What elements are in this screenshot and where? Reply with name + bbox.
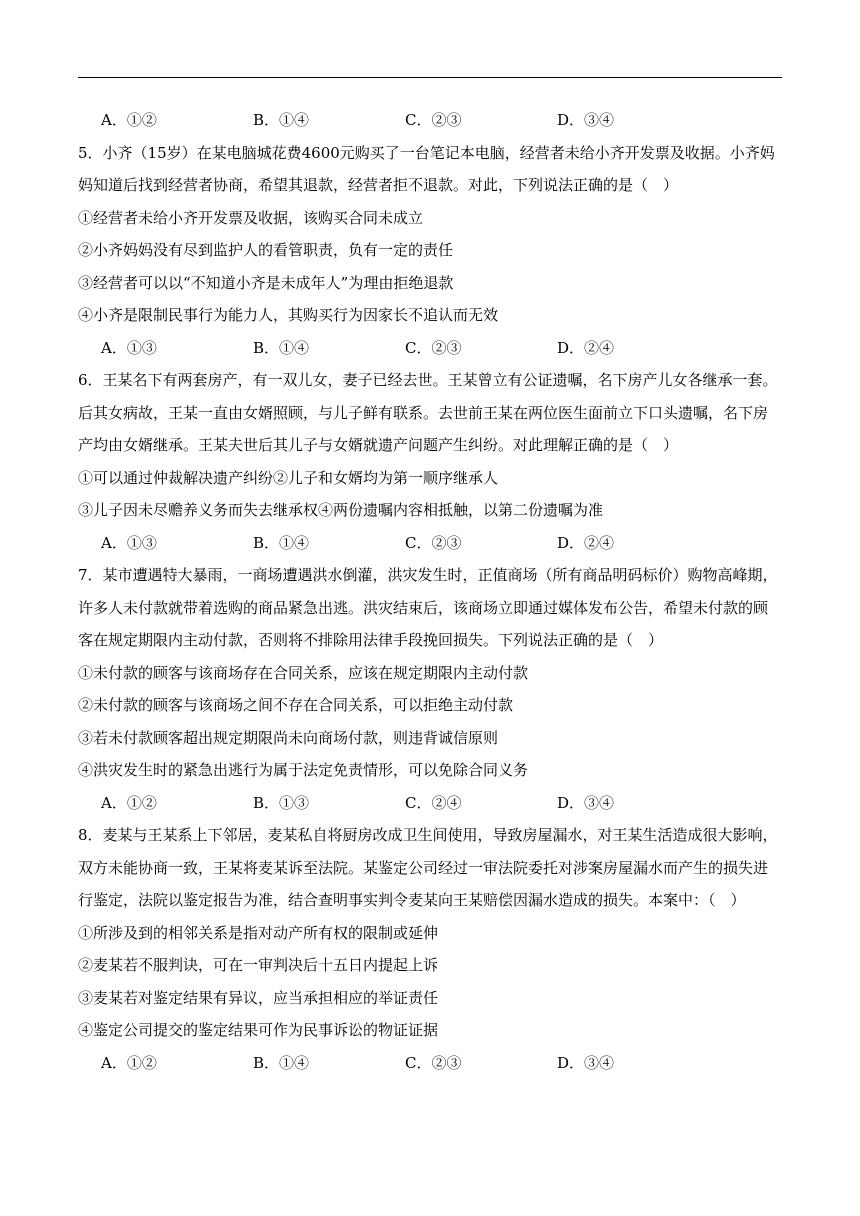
option-a[interactable]: A．①② (101, 111, 157, 129)
answer-options (78, 1047, 782, 1080)
option-d[interactable]: D．③④ (557, 111, 615, 129)
answer-options (78, 787, 782, 820)
statement: ③麦某若对鉴定结果有异议，应当承担相应的举证责任 (78, 988, 439, 1007)
question-stem-line: 双方未能协商一致，王某将麦某诉至法院。某鉴定公司经过一审法院委托对涉案房屋漏水而产生的损失进 (78, 858, 769, 877)
question-stem-line: 许多人未付款就带着选购的商品紧急出逃。洪灾结束后，该商场立即通过媒体发布公告，希望未付款的顾 (78, 598, 769, 617)
option-b[interactable]: B．①③ (253, 793, 310, 812)
statement: ②小齐妈妈没有尽到监护人的看管职责，负有一定的责任 (78, 241, 454, 259)
option-c[interactable]: C．②③ (405, 1053, 462, 1072)
statement: ①经营者未给小齐开发票及收据，该购买合同未成立 (78, 208, 424, 227)
statement: ②未付款的顾客与该商场之间不存在合同关系，可以拒绝主动付款 (78, 696, 514, 714)
header-rule (78, 77, 782, 78)
question-7 (78, 559, 782, 819)
option-a[interactable]: A．①② (101, 1053, 157, 1072)
question-stem-line: 妈知道后找到经营者协商，希望其退款，经营者拒不退款。对此，下列说法正确的是（ ） (78, 176, 679, 194)
option-c[interactable]: C．②③ (405, 111, 462, 129)
statement: ④洪灾发生时的紧急出逃行为属于法定免责情形，可以免除合同义务 (78, 761, 529, 779)
statement: ④小齐是限制民事行为能力人，其购买行为因家长不追认而无效 (78, 306, 499, 324)
option-c[interactable]: C．②③ (405, 533, 462, 552)
question-stem-line: 产均由女婿继承。王某夫世后其儿子与女婿就遗产问题产生纠纷。对此理解正确的是（ ） (78, 436, 679, 454)
statement: ④鉴定公司提交的鉴定结果可作为民事诉讼的物证证据 (78, 1021, 439, 1039)
question-6 (78, 364, 782, 559)
question-stem-line: 5．小齐（15岁）在某电脑城花费4600元购买了一台笔记本电脑，经营者未给小齐开发票及收据。小齐妈 (78, 143, 775, 162)
option-b[interactable]: B．①④ (253, 338, 310, 357)
question-stem-line: 8．麦某与王某系上下邻居，麦某私自将厨房改成卫生间使用，导致房屋漏水，对王某生活造成很大影响， (78, 826, 778, 844)
statement: ①所涉及到的相邻关系是指对动产所有权的限制或延伸 (78, 923, 439, 942)
option-d[interactable]: D．②④ (557, 533, 615, 552)
statement: ③经营者可以以“不知道小齐是未成年人”为理由拒绝退款 (78, 273, 454, 292)
statement: ①可以通过仲裁解决遗产纠纷②儿子和女婿均为第一顺序继承人 (78, 468, 499, 487)
answer-options (78, 332, 782, 365)
statement: ③儿子因未尽赡养义务而失去继承权④两份遗嘱内容相抵触，以第二份遗嘱为准 (78, 501, 604, 519)
question-stem-line: 6．王某名下有两套房产，有一双儿女，妻子已经去世。王某曾立有公证遗嘱，名下房产儿女各继承一套。 (78, 371, 778, 389)
option-d[interactable]: D．②④ (557, 338, 615, 357)
option-b[interactable]: B．①④ (253, 533, 310, 552)
statement: ①未付款的顾客与该商场存在合同关系，应该在规定期限内主动付款 (78, 663, 529, 682)
question-stem-line: 行鉴定，法院以鉴定报告为准，结合查明事实判令麦某向王某赔偿因漏水造成的损失。本案中：（ ） (78, 891, 746, 909)
statement: ②麦某若不服判诀，可在一审判决后十五日内提起上诉 (78, 956, 439, 974)
question-stem-line: 7．某市遭遇特大暴雨，一商场遭遇洪水倒灌，洪灾发生时，正值商场（所有商品明码标价）购物高峰期， (78, 566, 778, 584)
option-c[interactable]: C．②④ (405, 793, 462, 812)
option-d[interactable]: D．③④ (557, 1053, 615, 1072)
question-5 (78, 137, 782, 365)
question-stem-line: 后其女病故，王某一直由女婿照顾，与儿子鲜有联系。去世前王某在两位医生面前立下口头遗嘱，名下房 (78, 403, 769, 422)
question-stem-line: 客在规定期限内主动付款，否则将不排除用法律手段挽回损失。下列说法正确的是（ ） (78, 631, 664, 649)
option-a[interactable]: A．①② (101, 793, 157, 812)
exam-page (78, 104, 782, 1079)
prev-question-options (78, 104, 782, 137)
option-b[interactable]: B．①④ (253, 111, 310, 129)
option-a[interactable]: A．①③ (101, 533, 157, 552)
answer-options (78, 527, 782, 560)
option-b[interactable]: B．①④ (253, 1053, 310, 1072)
statement: ③若未付款顾客超出规定期限尚未向商场付款，则违背诚信原则 (78, 728, 499, 747)
option-d[interactable]: D．③④ (557, 793, 615, 812)
question-8 (78, 819, 782, 1079)
option-a[interactable]: A．①③ (101, 338, 157, 357)
option-c[interactable]: C．②③ (405, 338, 462, 357)
